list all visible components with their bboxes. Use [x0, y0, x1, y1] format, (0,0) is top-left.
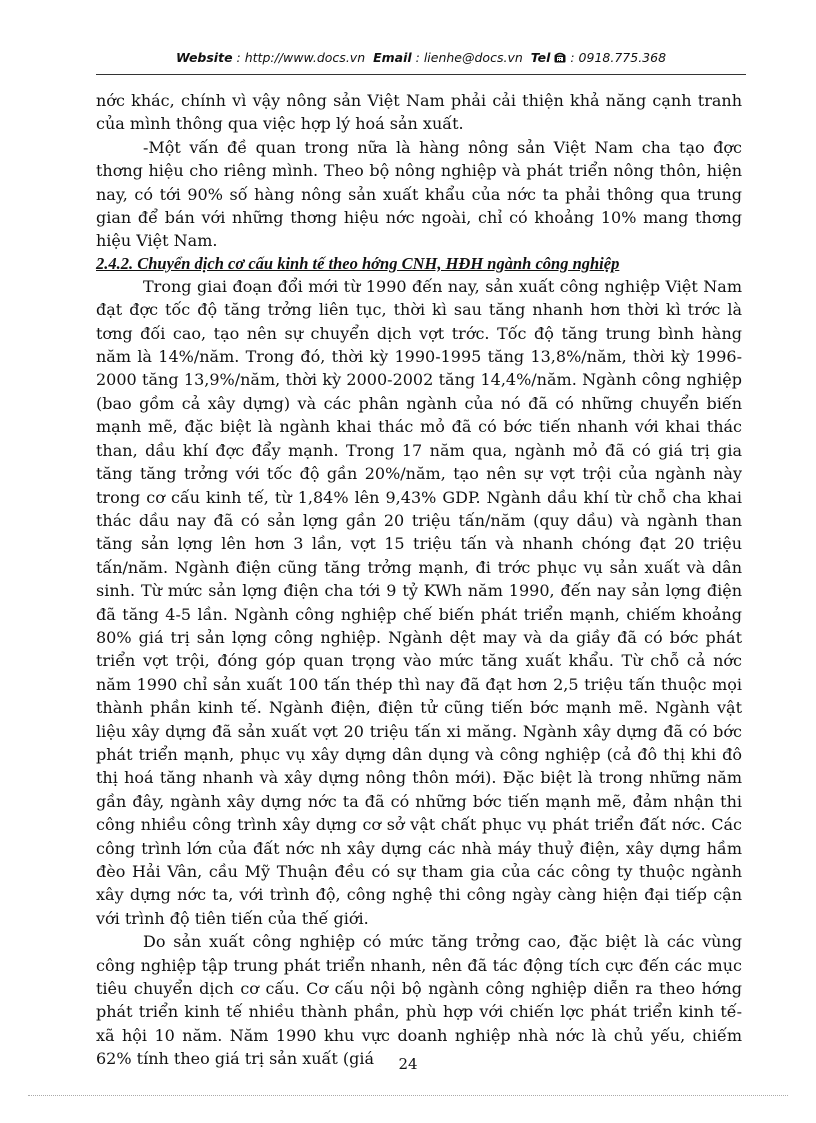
phone-icon [554, 51, 566, 66]
paragraph-1: nớc khác, chính vì vậy nông sản Việt Nam phải cải thiện khả năng cạnh tranh của mình thông qua việc hợp lý hoá sản xuất. [96, 91, 742, 134]
paragraph-4: Do sản xuất công nghiệp có mức tăng trởng cao, đặc biệt là các vùng công nghiệp tập trung phát triển nhanh, nên đã tác động tích cực đến các mục tiêu chuyển dịch cơ cấu. Cơ cấu nội bộ ngành công nghiệp diễn ra theo hớng phát triển kinh tế nhiều thành phần, phù hợp với chiến lợc phát triển kinh tế- xã hội 10 năm. Năm 1990 khu vực doanh nghiệp nhà nớc là chủ yếu, chiếm 62% tính theo giá trị sản xuất (giá [96, 932, 742, 1069]
page-header [96, 50, 746, 66]
tel-value: : 0918.775.368 [570, 50, 667, 65]
section-heading: 2.4.2. Chuyển dịch cơ cấu kinh tế theo hớng CNH, HĐH ngành công nghiệp [96, 253, 620, 273]
document-body [96, 89, 742, 1071]
page-number: 24 [398, 1055, 418, 1073]
paragraph-3: Trong giai đoạn đổi mới từ 1990 đến nay, sản xuất công nghiệp Việt Nam đạt đợc tốc độ tăng trởng liên tục, thời kì sau tăng nhanh hơn thời kì trớc là tơng đối cao, tạo nên sự chuyển dịch vợt trớc. Tốc độ tăng trung bình hàng năm là 14%/năm. Trong đó, thời kỳ 1990-1995 tăng 13,8%/năm, thời kỳ 1996-2000 tăng 13,9%/năm, thời kỳ 2000-2002 tăng 14,4%/năm. Ngành công nghiệp (bao gồm cả xây dựng) và các phân ngành của nó đã có những chuyển biến mạnh mẽ, đặc biệt là ngành khai thác mỏ đã có bớc tiến nhanh với khai thác than, dầu khí đợc đẩy mạnh. Trong 17 năm qua, ngành mỏ đã có giá trị gia tăng tăng trởng với tốc độ gần 20%/năm, tạo nên sự vợt trội của ngành này trong cơ cấu kinh tế, từ 1,84% lên 9,43% GDP. Ngành dầu khí từ chỗ cha khai thác dầu nay đã có sản lợng gần 20 triệu tấn/năm (quy dầu) và ngành than tăng sản lợng lên hơn 3 lần, vợt 15 triệu tấn và nhanh chóng đạt 20 triệu tấn/năm. Ngành điện cũng tăng trởng mạnh, đi trớc phục vụ sản xuất và dân sinh. Từ mức sản lợng điện cha tới 9 tỷ KWh năm 1990, đến nay sản lợng điện đã tăng 4-5 lần. Ngành công nghiệp chế biến phát triển mạnh, chiếm khoảng 80% giá trị sản lợng công nghiệp. Ngành dệt may và da giầy đã có bớc phát triển vợt trội, đóng góp quan trọng vào mức tăng xuất khẩu. Từ chỗ cả nớc năm 1990 chỉ sản xuất 100 tấn thép thì nay đã đạt hơn 2,5 triệu tấn thuộc mọi thành phần kinh tế. Ngành điện, điện tử cũng tiến bớc mạnh mẽ. Ngành vật liệu xây dựng đã sản xuất vợt 20 triệu tấn xi măng. Ngành xây dựng đã có bớc phát triển mạnh, phục vụ xây dựng dân dụng và công nghiệp (cả đô thị khi đô thị hoá tăng nhanh và xây dựng nông thôn mới). Đặc biệt là trong những năm gần đây, ngành xây dựng nớc ta đã có những bớc tiến mạnh mẽ, đảm nhận thi công nhiều công trình xây dựng cơ sở vật chất phục vụ phát triển đất nớc. Các công trình lớn của đất nớc nh xây dựng các nhà máy thuỷ điện, xây dựng hầm đèo Hải Vân, cầu Mỹ Thuận đều có sự tham gia của các công ty thuộc ngành xây dựng nớc ta, với trình độ, công nghệ thi công ngày càng hiện đại tiếp cận với trình độ tiên tiến của thế giới. [96, 276, 742, 928]
footer-divider [28, 1095, 788, 1096]
email-link[interactable]: : lienhe@docs.vn [415, 50, 523, 65]
paragraph-2: -Một vấn đề quan trong nữa là hàng nông sản Việt Nam cha tạo đợc thơng hiệu cho riêng mình. Theo bộ nông nghiệp và phát triển nông thôn, hiện nay, có tới 90% số hàng nông sản xuất khẩu của nớc ta phải thông qua trung gian để bán với những thơng hiệu nớc ngoài, chỉ có khoảng 10% mang thơng hiệu Việt Nam. [96, 137, 742, 251]
email-label: Email [373, 50, 412, 65]
header-divider [96, 74, 746, 75]
tel-label: Tel [530, 50, 551, 65]
website-link[interactable]: : http://www.docs.vn [236, 50, 366, 65]
website-label: Website [175, 50, 233, 65]
